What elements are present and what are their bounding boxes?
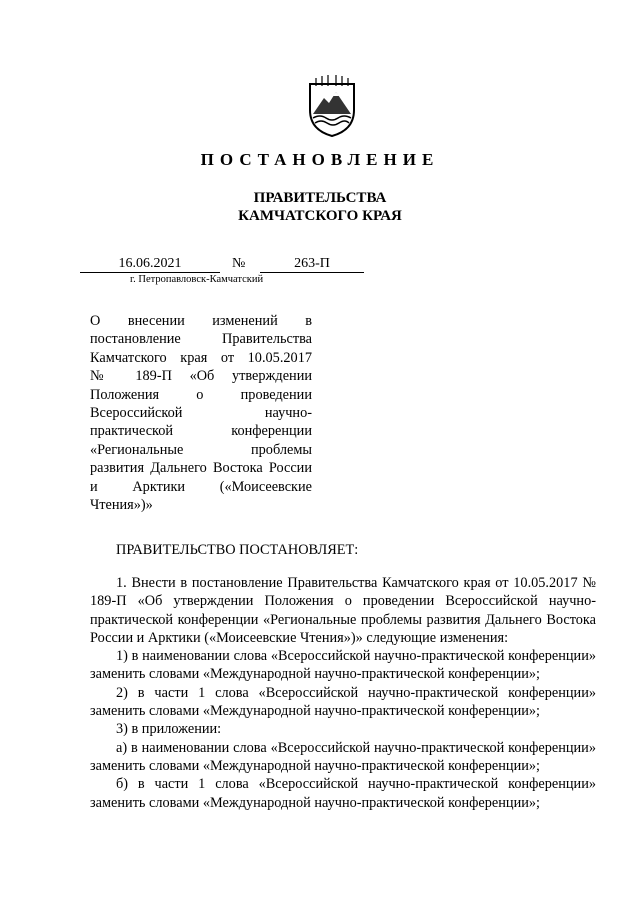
- document-subject: [90, 312, 312, 514]
- document-body: [90, 574, 596, 812]
- subject-line: развития Дальнего Востока России: [90, 460, 312, 477]
- subject-line: Чтения»)»: [90, 497, 153, 514]
- document-number: 263-П: [260, 256, 364, 273]
- subject-line: Камчатского края от 10.05.2017: [90, 349, 312, 366]
- subject-line: О внесении изменений в: [90, 313, 312, 329]
- issuer-line-1: ПРАВИТЕЛЬСТВА: [253, 190, 387, 206]
- body-paragraph: 2) в части 1 слова «Всероссийской научно-практической конференции» заменить словами «Международной научно-практической конференции»;: [90, 684, 596, 720]
- decree-heading: ПРАВИТЕЛЬСТВО ПОСТАНОВЛЯЕТ:: [116, 542, 359, 558]
- subject-line: «Региональные проблемы: [90, 441, 312, 458]
- issuer-line-2: КАМЧАТСКОГО КРАЯ: [238, 208, 402, 224]
- subject-line: практической конференции: [90, 423, 312, 440]
- body-paragraph: 3) в приложении:: [116, 721, 222, 738]
- coat-of-arms-icon: [300, 74, 364, 138]
- subject-line: и Арктики («Моисеевские: [90, 478, 312, 495]
- subject-line: Всероссийской научно-: [90, 405, 312, 422]
- body-paragraph: б) в части 1 слова «Всероссийской научно-практической конференции» заменить словами «Международной научно-практической конференции»;: [90, 776, 596, 811]
- subject-line: № 189-П «Об утверждении: [90, 368, 312, 385]
- document-date: 16.06.2021: [80, 256, 220, 273]
- body-paragraph: 1) в наименовании слова «Всероссийской научно-практической конференции» заменить словами «Международной научно-практической конференции»;: [90, 648, 596, 683]
- issue-city: г. Петропавловск-Камчатский: [130, 274, 264, 285]
- body-paragraph: 1. Внести в постановление Правительства Камчатского края от 10.05.2017 № 189-П «Об утверждении Положения о проведении Всероссийской научно-практической конференции «Региональные проблемы развития Дальнего Востока России и Арктики («Моисеевские Чтения»)» следующие изменения:: [90, 575, 596, 646]
- document-type-title: ПОСТАНОВЛЕНИЕ: [200, 150, 440, 169]
- body-paragraph: а) в наименовании слова «Всероссийской научно-практической конференции» заменить словами «Международной научно-практической конференции»;: [90, 739, 596, 774]
- subject-line: Положения о проведении: [90, 386, 312, 403]
- subject-line: постановление Правительства: [90, 331, 312, 348]
- number-sign: №: [232, 256, 246, 271]
